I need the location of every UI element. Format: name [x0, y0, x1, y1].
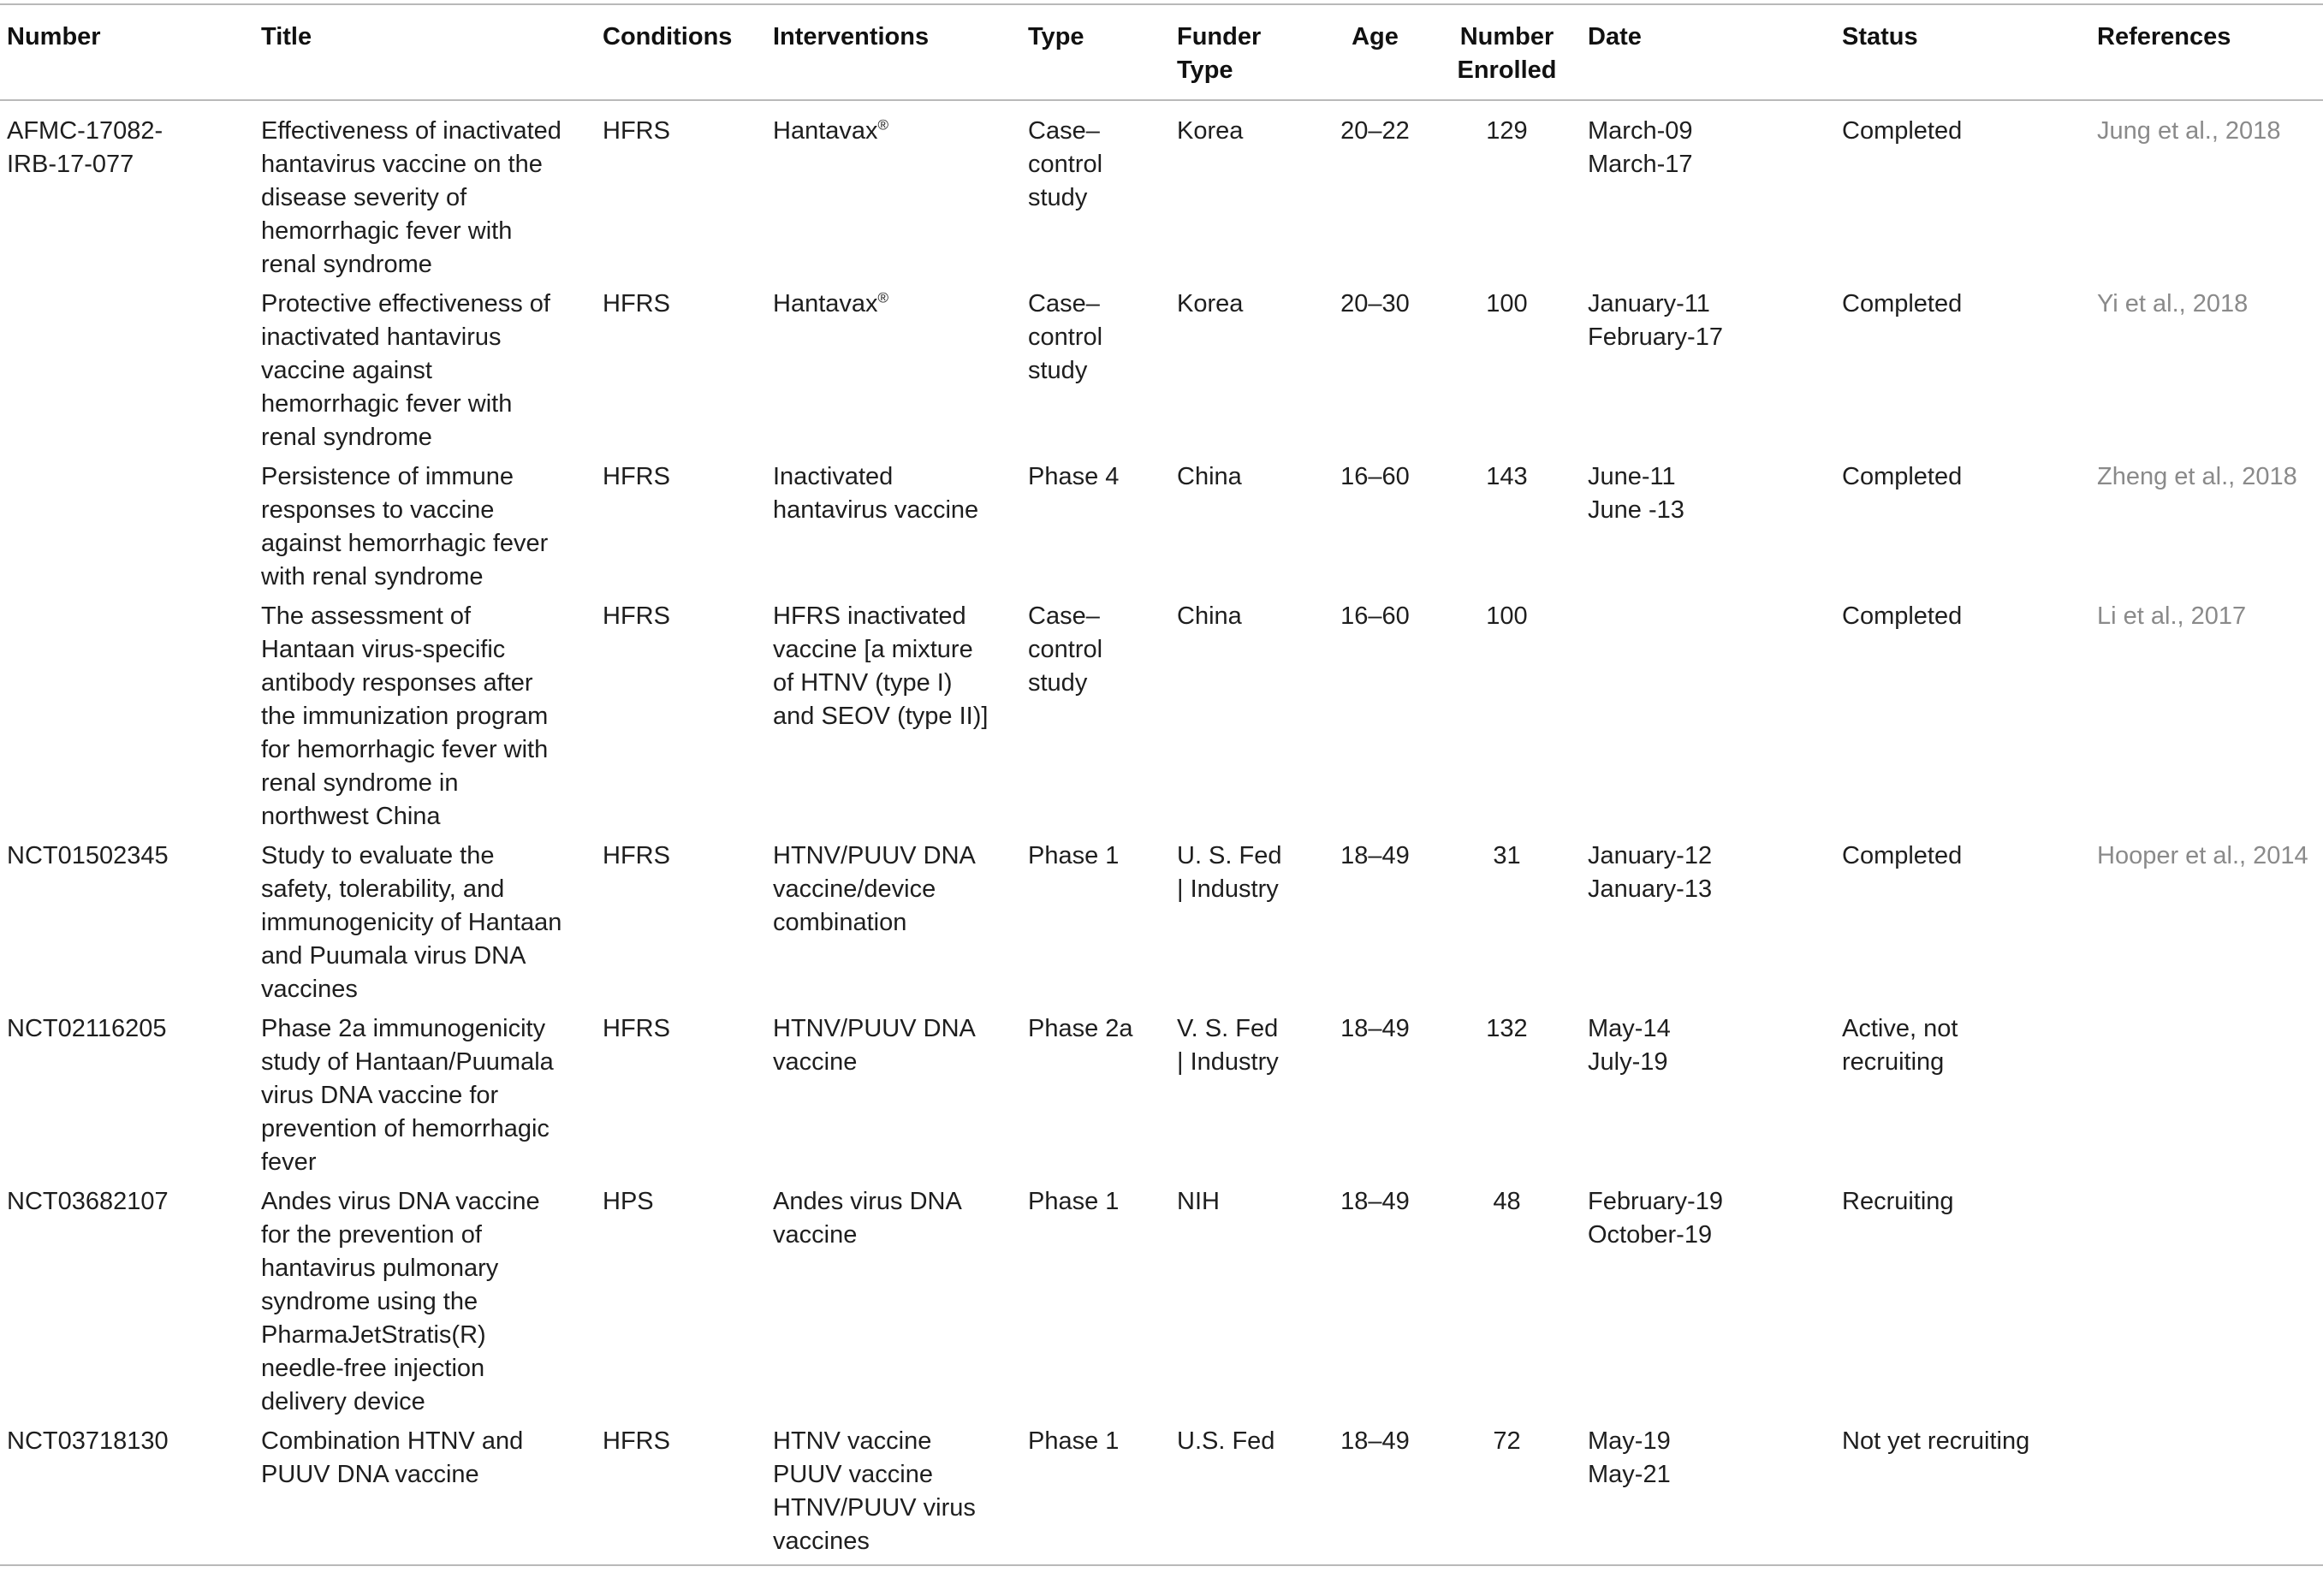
cell-type-text: Phase 1 — [1028, 842, 1120, 869]
cell-status — [1835, 840, 2090, 1012]
cell-type — [1021, 1425, 1170, 1565]
table-header-row — [0, 4, 2323, 100]
cell-age-text: 16–60 — [1340, 602, 1410, 630]
cell-funder-type — [1170, 288, 1317, 460]
cell-number-enrolled-text: 132 — [1486, 1015, 1528, 1042]
cell-type — [1021, 600, 1170, 840]
cell-type-text: Phase 2a — [1028, 1015, 1133, 1042]
cell-number-enrolled — [1433, 288, 1581, 460]
cell-references[interactable] — [2090, 288, 2323, 460]
table-row — [0, 1012, 2323, 1185]
cell-title — [254, 1012, 596, 1185]
cell-date — [1581, 1425, 1835, 1565]
cell-conditions-text: HFRS — [603, 842, 670, 869]
cell-type — [1021, 840, 1170, 1012]
table-row — [0, 840, 2323, 1012]
cell-number-text: NCT03682107 — [7, 1188, 169, 1215]
cell-number-enrolled — [1433, 1012, 1581, 1185]
cell-number-enrolled-text: 48 — [1493, 1188, 1521, 1215]
cell-type-text: Phase 4 — [1028, 463, 1120, 490]
cell-title-text: Study to evaluate the safety, tolerability, and immunogenicity of Hantaan and Puumala virus DNA vaccines — [261, 842, 562, 1003]
cell-interventions-text: Hantavax — [773, 290, 878, 317]
cell-age — [1317, 1012, 1433, 1185]
cell-title-text: Combination HTNV and PUUV DNA vaccine — [261, 1427, 524, 1488]
cell-references[interactable] — [2090, 460, 2323, 600]
header-references: References — [2097, 23, 2231, 50]
cell-number — [0, 100, 254, 288]
cell-age-text: 16–60 — [1340, 463, 1410, 490]
cell-funder-type-text: Korea — [1177, 117, 1244, 145]
header-type: Type — [1028, 23, 1084, 50]
registered-mark: ® — [877, 289, 889, 306]
cell-date-text: January-11 February-17 — [1588, 290, 1723, 351]
cell-conditions-text: HFRS — [603, 290, 670, 317]
cell-number-text: NCT03718130 — [7, 1427, 169, 1455]
cell-date-text: June-11 June -13 — [1588, 463, 1684, 524]
cell-type — [1021, 1185, 1170, 1425]
header-interventions: Interventions — [773, 23, 930, 50]
cell-date — [1581, 100, 1835, 288]
cell-references-text: Jung et al., 2018 — [2097, 117, 2281, 145]
cell-title-text: Effectiveness of inactivated hantavirus vaccine on the disease severity of hemorrhagic fever with renal syndrome — [261, 117, 561, 278]
cell-conditions-text: HFRS — [603, 117, 670, 145]
cell-age — [1317, 288, 1433, 460]
cell-status-text: Not yet recruiting — [1842, 1427, 2030, 1455]
cell-status — [1835, 460, 2090, 600]
header-date: Date — [1588, 23, 1642, 50]
cell-type — [1021, 288, 1170, 460]
cell-age-text: 20–22 — [1340, 117, 1410, 145]
cell-date — [1581, 1185, 1835, 1425]
cell-status-text: Completed — [1842, 463, 1963, 490]
cell-age — [1317, 1425, 1433, 1565]
cell-funder-type — [1170, 1425, 1317, 1565]
cell-conditions-text: HFRS — [603, 602, 670, 630]
cell-number-enrolled — [1433, 1185, 1581, 1425]
cell-number-enrolled-text: 31 — [1493, 842, 1521, 869]
cell-date-text: January-12 January-13 — [1588, 842, 1713, 903]
cell-title — [254, 288, 596, 460]
cell-title-text: Phase 2a immunogenicity study of Hantaan/Puumala virus DNA vaccine for prevention of hemorrhagic fever — [261, 1015, 554, 1176]
cell-number — [0, 600, 254, 840]
cell-date-text: February-19 October-19 — [1588, 1188, 1723, 1249]
cell-title — [254, 460, 596, 600]
cell-references-text: Yi et al., 2018 — [2097, 290, 2249, 317]
cell-conditions — [596, 460, 766, 600]
cell-interventions — [766, 288, 1021, 460]
header-funder-type: Funder Type — [1177, 23, 1262, 84]
header-number: Number — [7, 23, 101, 50]
cell-age-text: 18–49 — [1340, 1427, 1410, 1455]
table-row — [0, 600, 2323, 840]
cell-references[interactable] — [2090, 1012, 2323, 1185]
cell-number-enrolled — [1433, 100, 1581, 288]
cell-status — [1835, 1185, 2090, 1425]
cell-conditions-text: HFRS — [603, 463, 670, 490]
cell-interventions — [766, 460, 1021, 600]
cell-number-enrolled-text: 100 — [1486, 602, 1528, 630]
cell-conditions — [596, 1012, 766, 1185]
cell-title-text: The assessment of Hantaan virus-specific antibody responses after the immunization program for hemorrhagic fever with renal syndrome in northwest China — [261, 602, 549, 830]
cell-number-text: NCT01502345 — [7, 842, 169, 869]
cell-references[interactable] — [2090, 1185, 2323, 1425]
cell-status-text: Completed — [1842, 117, 1963, 145]
table-row — [0, 460, 2323, 600]
cell-interventions — [766, 600, 1021, 840]
table-row — [0, 100, 2323, 288]
cell-interventions-text: HTNV vaccine PUUV vaccine HTNV/PUUV virus vaccines — [773, 1427, 976, 1555]
cell-number-enrolled — [1433, 840, 1581, 1012]
cell-age — [1317, 100, 1433, 288]
cell-references-text: Li et al., 2017 — [2097, 602, 2247, 630]
cell-title-text: Andes virus DNA vaccine for the prevention of hantavirus pulmonary syndrome using the PharmaJetStratis(R) needle-free injection delivery device — [261, 1188, 540, 1415]
cell-funder-type-text: China — [1177, 602, 1242, 630]
cell-number — [0, 1185, 254, 1425]
cell-conditions-text: HFRS — [603, 1427, 670, 1455]
cell-conditions — [596, 100, 766, 288]
cell-references-text: Zheng et al., 2018 — [2097, 463, 2297, 490]
cell-type — [1021, 1012, 1170, 1185]
cell-number-enrolled-text: 72 — [1493, 1427, 1521, 1455]
cell-interventions — [766, 1012, 1021, 1185]
cell-date — [1581, 600, 1835, 840]
cell-status-text: Completed — [1842, 602, 1963, 630]
clinical-trials-table — [0, 3, 2323, 1566]
cell-date-text: March-09 March-17 — [1588, 117, 1693, 178]
cell-age — [1317, 460, 1433, 600]
cell-age-text: 20–30 — [1340, 290, 1410, 317]
cell-age — [1317, 600, 1433, 840]
cell-funder-type — [1170, 100, 1317, 288]
cell-age — [1317, 840, 1433, 1012]
cell-funder-type — [1170, 460, 1317, 600]
cell-title-text: Protective effectiveness of inactivated hantavirus vaccine against hemorrhagic fever with renal syndrome — [261, 290, 550, 451]
cell-conditions-text: HFRS — [603, 1015, 670, 1042]
cell-status-text: Completed — [1842, 290, 1963, 317]
cell-number — [0, 840, 254, 1012]
table-row — [0, 1185, 2323, 1425]
cell-type-text: Case– control study — [1028, 117, 1103, 211]
cell-number-enrolled — [1433, 1425, 1581, 1565]
cell-title-text: Persistence of immune responses to vaccine against hemorrhagic fever with renal syndrome — [261, 463, 549, 590]
cell-title — [254, 1185, 596, 1425]
cell-funder-type-text: NIH — [1177, 1188, 1220, 1215]
table-row — [0, 288, 2323, 460]
cell-number — [0, 1012, 254, 1185]
cell-date — [1581, 840, 1835, 1012]
cell-interventions — [766, 1185, 1021, 1425]
cell-interventions-text: Inactivated hantavirus vaccine — [773, 463, 979, 524]
table-row — [0, 1425, 2323, 1565]
cell-type-text: Phase 1 — [1028, 1188, 1120, 1215]
cell-funder-type-text: Korea — [1177, 290, 1244, 317]
header-status: Status — [1842, 23, 1918, 50]
cell-type — [1021, 460, 1170, 600]
cell-number-enrolled — [1433, 460, 1581, 600]
cell-status-text: Completed — [1842, 842, 1963, 869]
cell-funder-type-text: V. S. Fed | Industry — [1177, 1015, 1279, 1076]
cell-status-text: Active, not recruiting — [1842, 1015, 1958, 1076]
cell-conditions — [596, 600, 766, 840]
cell-references[interactable] — [2090, 100, 2323, 288]
cell-conditions — [596, 288, 766, 460]
cell-number-text: AFMC-17082- IRB-17-077 — [7, 117, 163, 178]
cell-date — [1581, 288, 1835, 460]
cell-interventions — [766, 840, 1021, 1012]
cell-interventions-text: HTNV/PUUV DNA vaccine/device combination — [773, 842, 976, 936]
cell-age-text: 18–49 — [1340, 1188, 1410, 1215]
cell-interventions — [766, 1425, 1021, 1565]
header-age: Age — [1352, 23, 1399, 50]
cell-interventions — [766, 100, 1021, 288]
cell-number-enrolled-text: 129 — [1486, 117, 1528, 145]
cell-funder-type — [1170, 1012, 1317, 1185]
cell-type — [1021, 100, 1170, 288]
cell-status — [1835, 1425, 2090, 1565]
cell-title — [254, 100, 596, 288]
cell-age-text: 18–49 — [1340, 1015, 1410, 1042]
cell-conditions — [596, 1425, 766, 1565]
cell-conditions-text: HPS — [603, 1188, 654, 1215]
cell-status — [1835, 1012, 2090, 1185]
cell-number — [0, 288, 254, 460]
cell-title — [254, 840, 596, 1012]
cell-funder-type-text: U. S. Fed | Industry — [1177, 842, 1282, 903]
cell-type-text: Phase 1 — [1028, 1427, 1120, 1455]
header-conditions: Conditions — [603, 23, 733, 50]
cell-type-text: Case– control study — [1028, 290, 1103, 384]
cell-funder-type — [1170, 600, 1317, 840]
cell-status-text: Recruiting — [1842, 1188, 1954, 1215]
cell-number — [0, 1425, 254, 1565]
cell-funder-type — [1170, 840, 1317, 1012]
cell-references[interactable] — [2090, 600, 2323, 840]
header-title: Title — [261, 23, 312, 50]
cell-status — [1835, 288, 2090, 460]
cell-number-enrolled — [1433, 600, 1581, 840]
cell-age — [1317, 1185, 1433, 1425]
cell-interventions-text: HFRS inactivated vaccine [a mixture of HTNV (type I) and SEOV (type II)] — [773, 602, 989, 730]
cell-funder-type-text: China — [1177, 463, 1242, 490]
cell-conditions — [596, 840, 766, 1012]
cell-date — [1581, 460, 1835, 600]
cell-number — [0, 460, 254, 600]
cell-age-text: 18–49 — [1340, 842, 1410, 869]
cell-number-enrolled-text: 100 — [1486, 290, 1528, 317]
cell-type-text: Case– control study — [1028, 602, 1103, 697]
cell-number-text: NCT02116205 — [7, 1015, 167, 1042]
cell-references[interactable] — [2090, 840, 2323, 1012]
cell-date — [1581, 1012, 1835, 1185]
table-body — [0, 100, 2323, 1565]
cell-date-text: May-14 July-19 — [1588, 1015, 1671, 1076]
header-number-enrolled: Number Enrolled — [1457, 23, 1557, 84]
cell-interventions-text: HTNV/PUUV DNA vaccine — [773, 1015, 976, 1076]
cell-funder-type — [1170, 1185, 1317, 1425]
cell-status — [1835, 100, 2090, 288]
cell-title — [254, 600, 596, 840]
cell-conditions — [596, 1185, 766, 1425]
cell-references-text: Hooper et al., 2014 — [2097, 842, 2308, 869]
cell-funder-type-text: U.S. Fed — [1177, 1427, 1275, 1455]
cell-interventions-text: Hantavax — [773, 117, 878, 145]
cell-status — [1835, 600, 2090, 840]
cell-references[interactable] — [2090, 1425, 2323, 1565]
registered-mark: ® — [877, 116, 889, 133]
cell-date-text: May-19 May-21 — [1588, 1427, 1671, 1488]
cell-interventions-text: Andes virus DNA vaccine — [773, 1188, 962, 1249]
cell-number-enrolled-text: 143 — [1486, 463, 1528, 490]
cell-title — [254, 1425, 596, 1565]
